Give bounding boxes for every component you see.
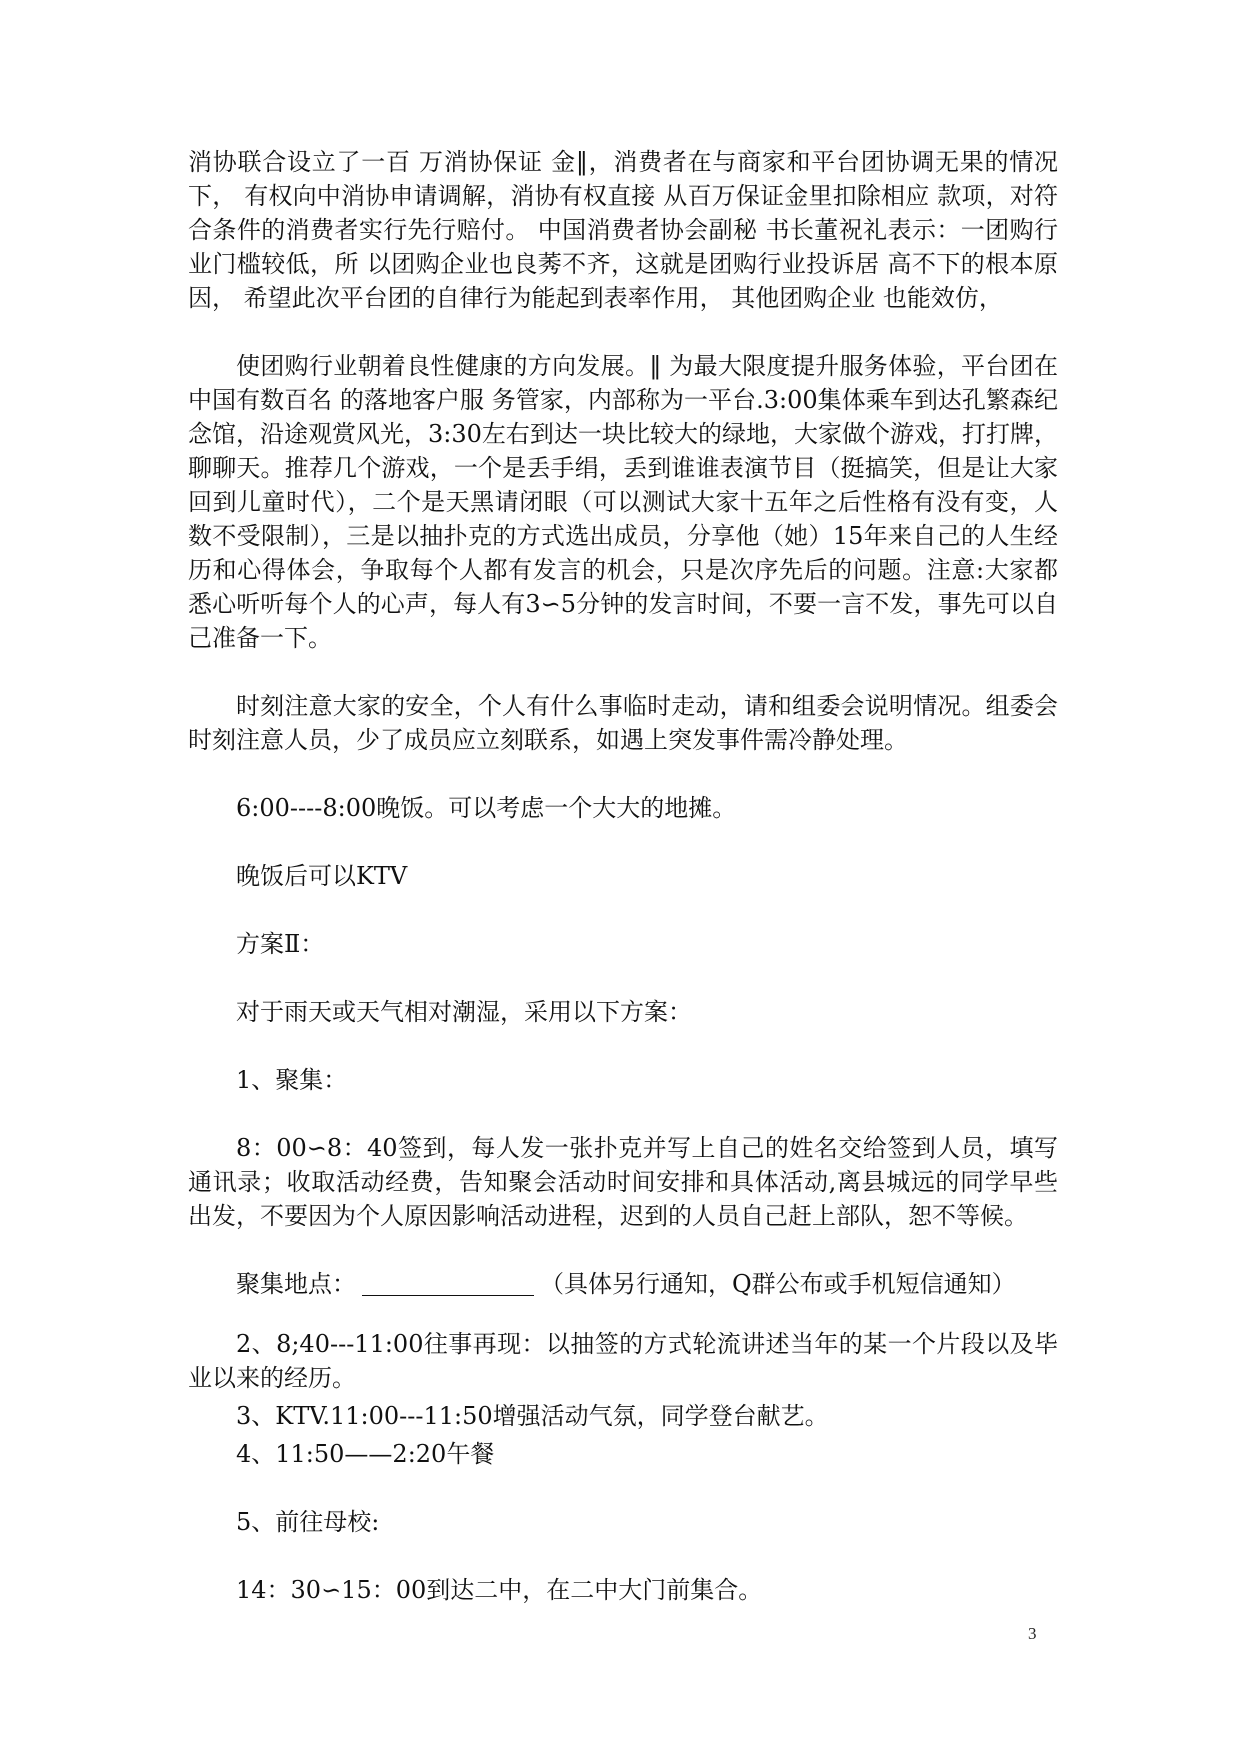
paragraph-sign-in: 8：00∽8：40签到，每人发一张扑克并写上自己的姓名交给签到人员，填写通讯录；收取活动经费，告知聚会活动时间安排和具体活动,离县城远的同学早些出发，不要因为个人原因影响活动进程，迟到的人员自己赶上部队，恕不等候。 xyxy=(188,1134,1058,1230)
meeting-place-line xyxy=(188,1267,1058,1301)
plan-two-heading: 方案Ⅱ： xyxy=(236,930,325,958)
visit-school-heading: 5、前往母校: xyxy=(236,1508,380,1536)
document-body xyxy=(188,145,1066,1607)
meeting-place-note: （具体另行通知，Q群公布或手机短信通知） xyxy=(540,1270,1016,1298)
paragraph-dinner: 6:00----8:00晚饭。可以考虑一个大大的地摊。 xyxy=(236,794,737,822)
schedule-item-reminisce: 2、8;40---11:00往事再现：以抽签的方式轮流讲述当年的某一个片段以及毕业以来的经历。 xyxy=(188,1330,1058,1392)
meeting-place-label: 聚集地点： xyxy=(236,1270,356,1298)
visit-school-time: 14：30∽15：00到达二中，在二中大门前集合。 xyxy=(236,1576,763,1604)
schedule-item-ktv: 3、KTV.11:00---11:50增强活动气氛，同学登台献艺。 xyxy=(236,1402,829,1430)
paragraph-rain-plan: 对于雨天或天气相对潮湿，采用以下方案： xyxy=(236,998,692,1026)
schedule-item-lunch: 4、11:50——2:20午餐 xyxy=(236,1440,495,1468)
paragraph-activity-plan: 使团购行业朝着良性健康的方向发展。‖ 为最大限度提升服务体验，平台团在中国有数百名 的落地客户服 务管家，内部称为一平台.3:00集体乘车到达孔繁森纪念馆，沿途观赏风光，3:30左右到达一块比较大的绿地，大家做个游戏，打打牌，聊聊天。推荐几个游戏，一个是丢手绢，丢到谁谁表演节目（挺搞笑，但是让大家回到儿童时代），二个是天黑请闭眼（可以测试大家十五年之后性格有没有变，人数不受限制），三是以抽扑克的方式选出成员，分享他（她）15年来自己的人生经历和心得体会，争取每个人都有发言的机会，只是次序先后的问题。注意:大家都悉心听听每个人的心声，每人有3∽5分钟的发言时间，不要一言不发，事先可以自己准备一下。 xyxy=(188,352,1058,652)
paragraph-ktv: 晚饭后可以KTV xyxy=(236,862,408,890)
gathering-heading: 1、聚集： xyxy=(236,1066,348,1094)
paragraph-consumer-association: 消协联合设立了一百 万消协保证 金‖，消费者在与商家和平台团协调无果的情况下， 有权向中消协申请调解，消协有权直接 从百万保证金里扣除相应 款项，对符合条件的消费者实行先行赔付。 中国消费者协会副秘 书长董祝礼表示：一团购行业门槛较低，所 以团购企业也良莠不齐，这就是团购行业投诉居 高不下的根本原 因， 希望此次平台团的自律行为能起到表率作用， 其他团购企业 也能效仿， xyxy=(188,148,1066,312)
meeting-place-blank xyxy=(362,1273,534,1296)
page-number: 3 xyxy=(1028,1624,1037,1643)
paragraph-safety: 时刻注意大家的安全，个人有什么事临时走动，请和组委会说明情况。组委会时刻注意人员，少了成员应立刻联系，如遇上突发事件需冷静处理。 xyxy=(188,692,1058,754)
